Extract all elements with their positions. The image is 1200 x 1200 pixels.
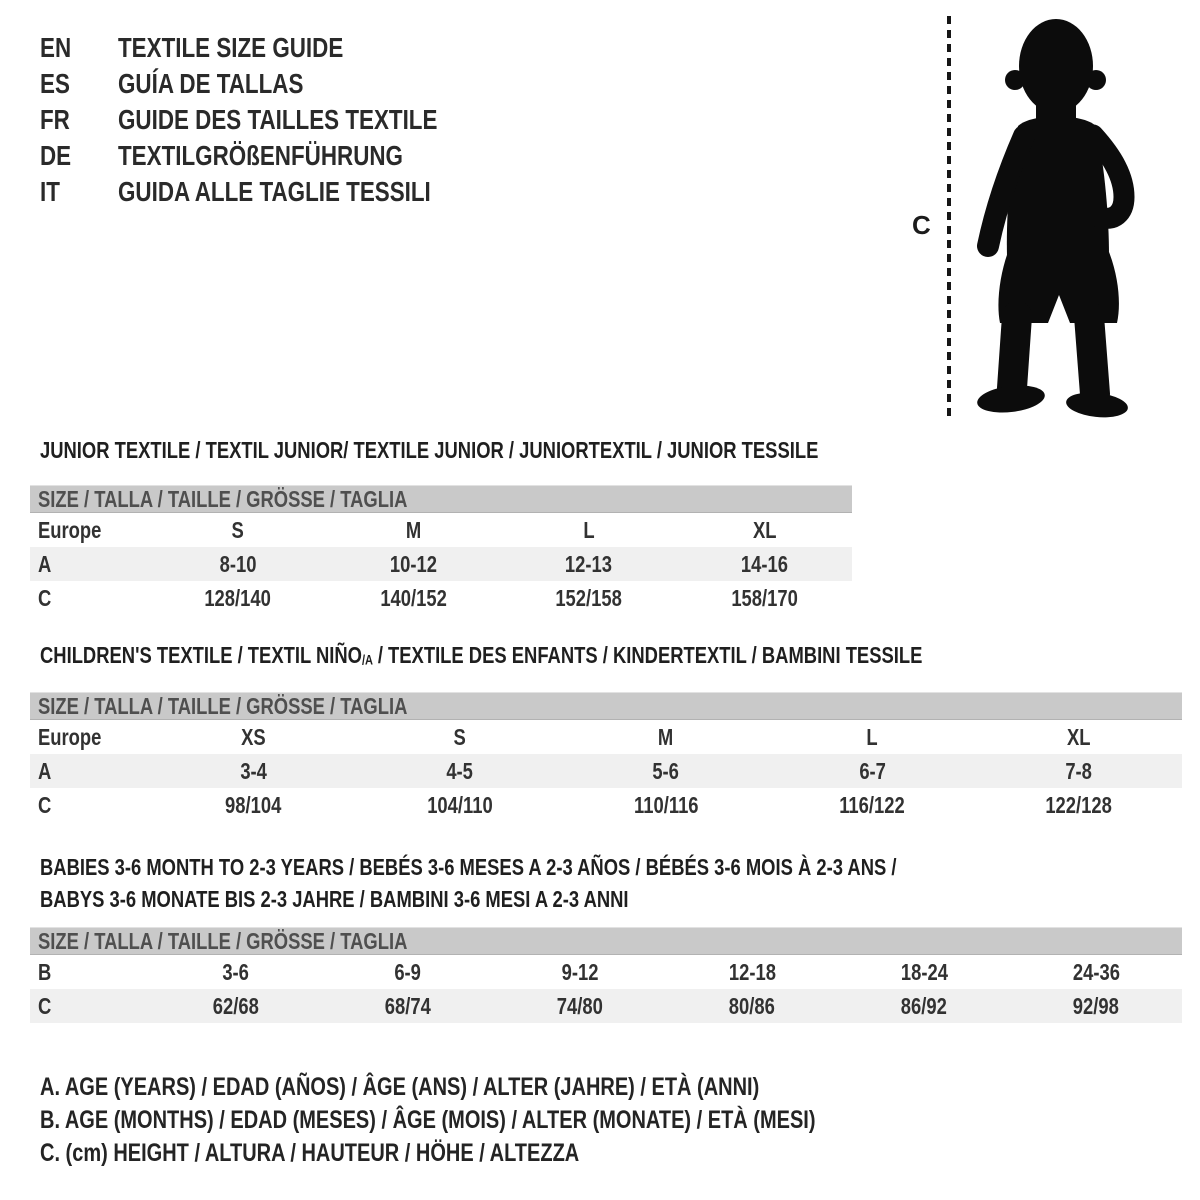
height-cell [326,585,502,612]
language-code [40,140,118,172]
language-code [40,104,118,136]
height-cell [494,993,666,1020]
height-cell [150,585,326,612]
language-code-text: FR [40,104,70,135]
size-cell-text: M [405,516,421,543]
age-cell-text: 18-24 [900,958,948,985]
language-code [40,176,118,208]
age-cell [563,758,769,785]
size-table-header-label: SIZE / TALLA / TAILLE / GRÖSSE / TAGLIA [38,927,408,954]
age-cell [494,959,666,986]
size-cell-text: S [453,723,466,750]
age-cell-text: 7-8 [1065,757,1093,784]
language-title-text: TEXTILGRÖßENFÜHRUNG [118,140,403,171]
row-label [30,959,150,986]
height-cell [150,993,322,1020]
children-size-table [30,692,1182,822]
size-cell-text: S [231,516,244,543]
language-code-text: IT [40,176,60,207]
size-cell [150,517,326,544]
age-cell [150,551,326,578]
junior-section-title-text: JUNIOR TEXTILE / TEXTIL JUNIOR/ TEXTILE JUNIOR / JUNIORTEXTIL / JUNIOR TESSILE [40,437,819,463]
height-cell [150,792,356,819]
height-cell-text: 104/110 [426,791,493,818]
language-title [118,140,474,172]
age-cell-text: 10-12 [389,550,437,577]
legend-line-b-text: B. AGE (MONTHS) / EDAD (MESES) / ÂGE (MOIS) / ALTER (MONATE) / ETÀ (MESI) [40,1106,816,1134]
toddler-silhouette-image [972,16,1144,418]
height-cell [322,993,494,1020]
junior-size-table [30,485,852,615]
height-cell-text: 68/74 [384,992,432,1019]
size-cell-text: XS [240,723,266,750]
babies-size-table [30,927,1182,1023]
height-cell-text: 158/170 [730,584,798,611]
children-title-pre: CHILDREN'S TEXTILE / TEXTIL NIÑO [40,642,362,668]
language-code-text: EN [40,32,72,63]
height-cell [677,585,853,612]
height-cell [356,792,562,819]
row-label [30,517,150,544]
size-cell-text: XL [752,516,776,543]
age-cell-text: 6-9 [394,958,422,985]
legend-line-b [40,1104,1009,1137]
row-label-text: B [38,958,52,985]
size-cell [326,517,502,544]
table-row-height [30,788,1182,822]
children-title-post: / TEXTILE DES ENFANTS / KINDERTEXTIL / BAMBINI TESSILE [377,642,923,668]
babies-section-title-line2: BABYS 3-6 MONATE BIS 2-3 JAHRE / BAMBINI 3-6 MESI A 2-3 ANNI [40,886,629,912]
age-cell [326,551,502,578]
height-cell-text: 80/86 [728,992,776,1019]
row-label [30,792,150,819]
age-cell [769,758,975,785]
height-cell [769,792,975,819]
junior-section-title [40,437,1013,463]
language-code [40,32,118,64]
language-row-de [40,138,517,174]
legend [40,1071,1009,1170]
table-row-height [30,989,1182,1023]
age-cell [666,959,838,986]
age-cell [150,758,356,785]
row-label-text: A [38,757,52,784]
language-title [118,32,400,64]
legend-line-a [40,1071,1009,1104]
language-code-text: DE [40,140,72,171]
row-label-text: A [38,550,52,577]
legend-line-a-text: A. AGE (YEARS) / EDAD (AÑOS) / ÂGE (ANS) / ALTER (JAHRE) / ETÀ (ANNI) [40,1073,760,1101]
size-cell [976,724,1182,751]
size-table-header-label: SIZE / TALLA / TAILLE / GRÖSSE / TAGLIA [38,692,408,719]
table-row-age [30,754,1182,788]
height-cell-text: 122/128 [1045,791,1113,818]
language-title [118,104,517,136]
row-label-text: Europe [38,516,102,543]
size-table-header-bar [30,692,1182,720]
age-cell [150,959,322,986]
height-cell [563,792,769,819]
children-section-title-text [40,642,922,674]
size-cell [563,724,769,751]
size-table-header-bar [30,485,852,513]
size-cell [769,724,975,751]
age-cell [1010,959,1182,986]
legend-line-c [40,1137,1009,1170]
table-row-age [30,547,852,581]
age-cell-text: 4-5 [446,757,473,784]
age-cell-text: 6-7 [859,757,886,784]
language-title [118,68,350,100]
size-cell [150,724,356,751]
age-cell-text: 5-6 [652,757,680,784]
age-cell [677,551,853,578]
language-title-text: GUÍA DE TALLAS [118,68,304,99]
age-cell [976,758,1182,785]
language-title-text: GUIDA ALLE TAGLIE TESSILI [118,176,431,207]
row-label [30,993,150,1020]
children-title-subscript: /A [361,652,374,668]
table-row-height [30,581,852,615]
height-cell [976,792,1182,819]
size-cell [356,724,562,751]
height-cell-text: 140/152 [379,584,447,611]
height-cell [1010,993,1182,1020]
age-cell-text: 3-4 [239,757,267,784]
size-cell-text: L [866,723,879,750]
height-measure-dashed-line [947,16,951,418]
age-cell [356,758,562,785]
babies-section-title-line1: BABIES 3-6 MONTH TO 2-3 YEARS / BEBÉS 3-6 MESES A 2-3 AÑOS / BÉBÉS 3-6 MOIS À 2-3 ANS / [40,854,897,880]
size-cell-text: XL [1067,723,1091,750]
children-section-title [40,642,1143,674]
age-cell-text: 12-13 [565,550,613,577]
language-row-fr [40,102,517,138]
language-title-text: GUIDE DES TAILLES TEXTILE [118,104,438,135]
row-label-text: C [38,584,52,611]
height-cell-text: 128/140 [204,584,271,611]
language-title [118,176,509,208]
row-label [30,551,150,578]
row-label [30,585,150,612]
age-cell-text: 14-16 [740,550,788,577]
table-row-europe [30,513,852,547]
age-cell-text: 3-6 [222,958,250,985]
row-label [30,724,150,751]
age-cell [501,551,677,578]
size-cell [501,517,677,544]
age-cell [322,959,494,986]
height-cell-text: 86/92 [900,992,948,1019]
language-row-es [40,66,517,102]
size-cell-text: L [583,516,595,543]
height-cell-text: 62/68 [212,992,260,1019]
language-code-text: ES [40,68,70,99]
age-cell [838,959,1010,986]
height-cell-text: 110/116 [633,791,699,818]
language-code [40,68,118,100]
age-cell-text: 24-36 [1072,958,1120,985]
measure-label-c: C [912,210,931,240]
height-cell-text: 74/80 [556,992,604,1019]
size-cell-text: M [658,723,674,750]
row-label-text: Europe [38,723,102,750]
legend-line-c-text: C. (cm) HEIGHT / ALTURA / HAUTEUR / HÖHE / ALTEZZA [40,1139,580,1167]
language-list [40,30,517,210]
height-cell-text: 98/104 [225,791,282,818]
height-cell [666,993,838,1020]
table-row-europe [30,720,1182,754]
babies-section-title [40,851,1111,915]
row-label [30,758,150,785]
row-label-text: C [38,992,52,1019]
height-cell-text: 92/98 [1072,992,1120,1019]
age-cell-text: 9-12 [561,958,599,985]
row-label-text: C [38,791,52,818]
language-title-text: TEXTILE SIZE GUIDE [118,32,344,63]
size-table-header-label: SIZE / TALLA / TAILLE / GRÖSSE / TAGLIA [38,485,408,512]
size-table-header-bar [30,927,1182,955]
age-cell-text: 12-18 [728,958,776,985]
height-cell [838,993,1010,1020]
table-row-age-months [30,955,1182,989]
height-cell-text: 116/122 [839,791,906,818]
age-cell-text: 8-10 [219,550,257,577]
size-cell [677,517,853,544]
language-row-it [40,174,517,210]
height-cell-text: 152/158 [555,584,622,611]
height-cell [501,585,677,612]
language-row-en [40,30,517,66]
